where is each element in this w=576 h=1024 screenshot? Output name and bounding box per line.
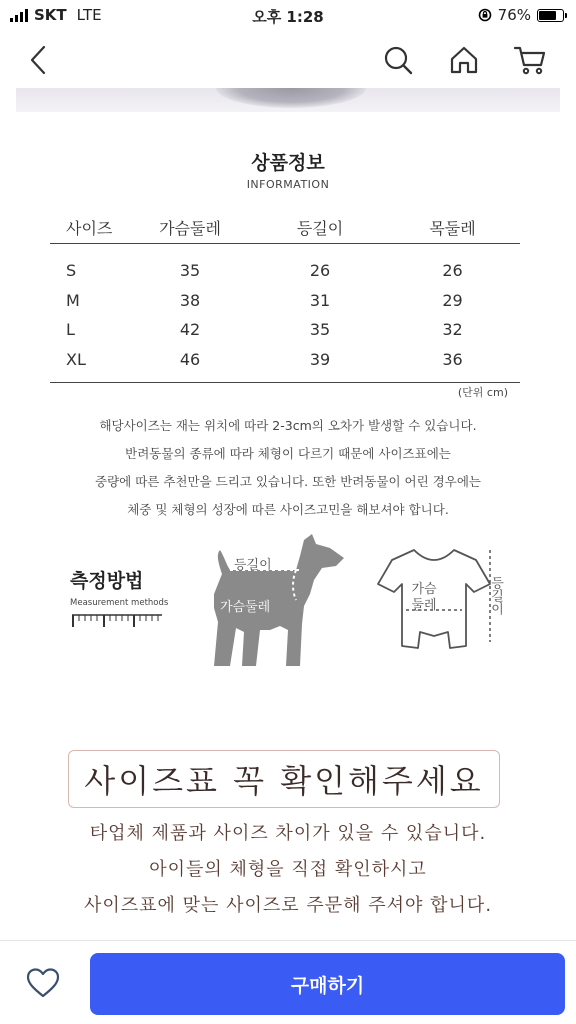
status-right xyxy=(478,6,564,24)
table-header-cell: 사이즈 xyxy=(66,219,113,238)
table-header-cell: 목둘레 xyxy=(429,219,476,238)
info-subtitle: INFORMATION xyxy=(246,178,330,191)
table-cell: 32 xyxy=(442,320,463,340)
orientation-lock-icon xyxy=(478,8,492,22)
bottom-action-bar xyxy=(0,940,576,1024)
note-line: 반려동물의 종류에 따라 체형이 다르기 때문에 사이즈표에는 xyxy=(125,446,451,461)
product-photo xyxy=(16,88,560,112)
table-cell: XL xyxy=(66,349,86,369)
table-row xyxy=(50,315,520,345)
cart-icon xyxy=(513,44,547,76)
table-cell: M xyxy=(66,290,80,310)
info-title: 상품정보 xyxy=(251,152,325,174)
table-row xyxy=(50,286,520,316)
table-cell: 26 xyxy=(442,261,463,281)
size-notes xyxy=(0,412,576,524)
note-line: 중량에 따른 추천만을 드리고 있습니다. 또한 반려동물이 어린 경우에는 xyxy=(95,474,481,489)
status-time: 오후 1:28 xyxy=(252,8,324,26)
table-cell: 26 xyxy=(309,261,331,281)
table-cell: S xyxy=(66,261,77,281)
table-cell: L xyxy=(66,320,75,340)
nav-bar xyxy=(0,32,576,88)
network-label: LTE xyxy=(76,6,102,24)
home-icon xyxy=(448,44,480,76)
ruler-icon xyxy=(72,614,162,628)
shirt-chest-label: 가슴 둘레 xyxy=(411,582,437,613)
note-line: 체중 및 체형의 성장에 따른 사이즈고민을 해보셔야 합니다. xyxy=(127,502,449,517)
measurement-title: 측정방법 xyxy=(70,570,144,592)
wishlist-button[interactable] xyxy=(20,963,66,1003)
dog-chest-label: 가슴둘레 xyxy=(220,600,271,615)
table-cell: 46 xyxy=(179,349,201,369)
status-bar xyxy=(0,0,576,32)
table-cell: 35 xyxy=(179,261,201,281)
unit-note: (단위 cm) xyxy=(457,386,508,399)
home-button[interactable] xyxy=(444,40,484,80)
battery-icon xyxy=(537,9,564,22)
size-check-banner: 사이즈표 꼭 확인해주세요 xyxy=(68,750,500,808)
table-cell: 31 xyxy=(309,290,331,310)
product-detail-content[interactable] xyxy=(0,88,576,940)
cart-button[interactable] xyxy=(510,40,550,80)
table-header-cell: 등길이 xyxy=(296,219,344,238)
battery-percent: 76% xyxy=(497,6,531,24)
measurement-subtitle: Measurement methods xyxy=(70,598,169,608)
buy-button[interactable]: 구매하기 xyxy=(90,953,565,1015)
measurement-section xyxy=(0,534,576,684)
notice-line: 타업체 제품과 사이즈 차이가 있을 수 있습니다. xyxy=(89,823,487,844)
table-header-cell: 가슴둘레 xyxy=(159,219,221,238)
table-row xyxy=(50,256,520,286)
table-cell: 38 xyxy=(179,290,201,310)
note-line: 해당사이즈는 재는 위치에 따라 2-3cm의 오차가 발생할 수 있습니다. xyxy=(99,418,477,433)
notice-line: 사이즈표에 맞는 사이즈로 주문해 주셔야 합니다. xyxy=(83,895,493,916)
table-row xyxy=(50,345,520,375)
search-icon xyxy=(382,44,414,76)
size-table xyxy=(50,212,520,383)
table-cell: 36 xyxy=(442,349,463,369)
table-cell: 42 xyxy=(179,320,201,340)
chevron-left-icon xyxy=(27,44,49,76)
table-cell: 35 xyxy=(309,320,331,340)
notice-line: 아이들의 체형을 직접 확인하시고 xyxy=(149,859,427,880)
search-button[interactable] xyxy=(378,40,418,80)
shirt-back-label: 등길이 xyxy=(488,576,503,615)
carrier-label: SKT xyxy=(34,6,67,24)
dog-back-label: 등길이 xyxy=(234,558,272,573)
table-body xyxy=(50,244,520,383)
table-cell: 39 xyxy=(309,349,331,369)
table-cell: 29 xyxy=(442,290,463,310)
table-header-row xyxy=(50,212,520,244)
back-button[interactable] xyxy=(18,40,58,80)
notice-lines xyxy=(0,816,576,924)
heart-icon xyxy=(25,967,61,999)
